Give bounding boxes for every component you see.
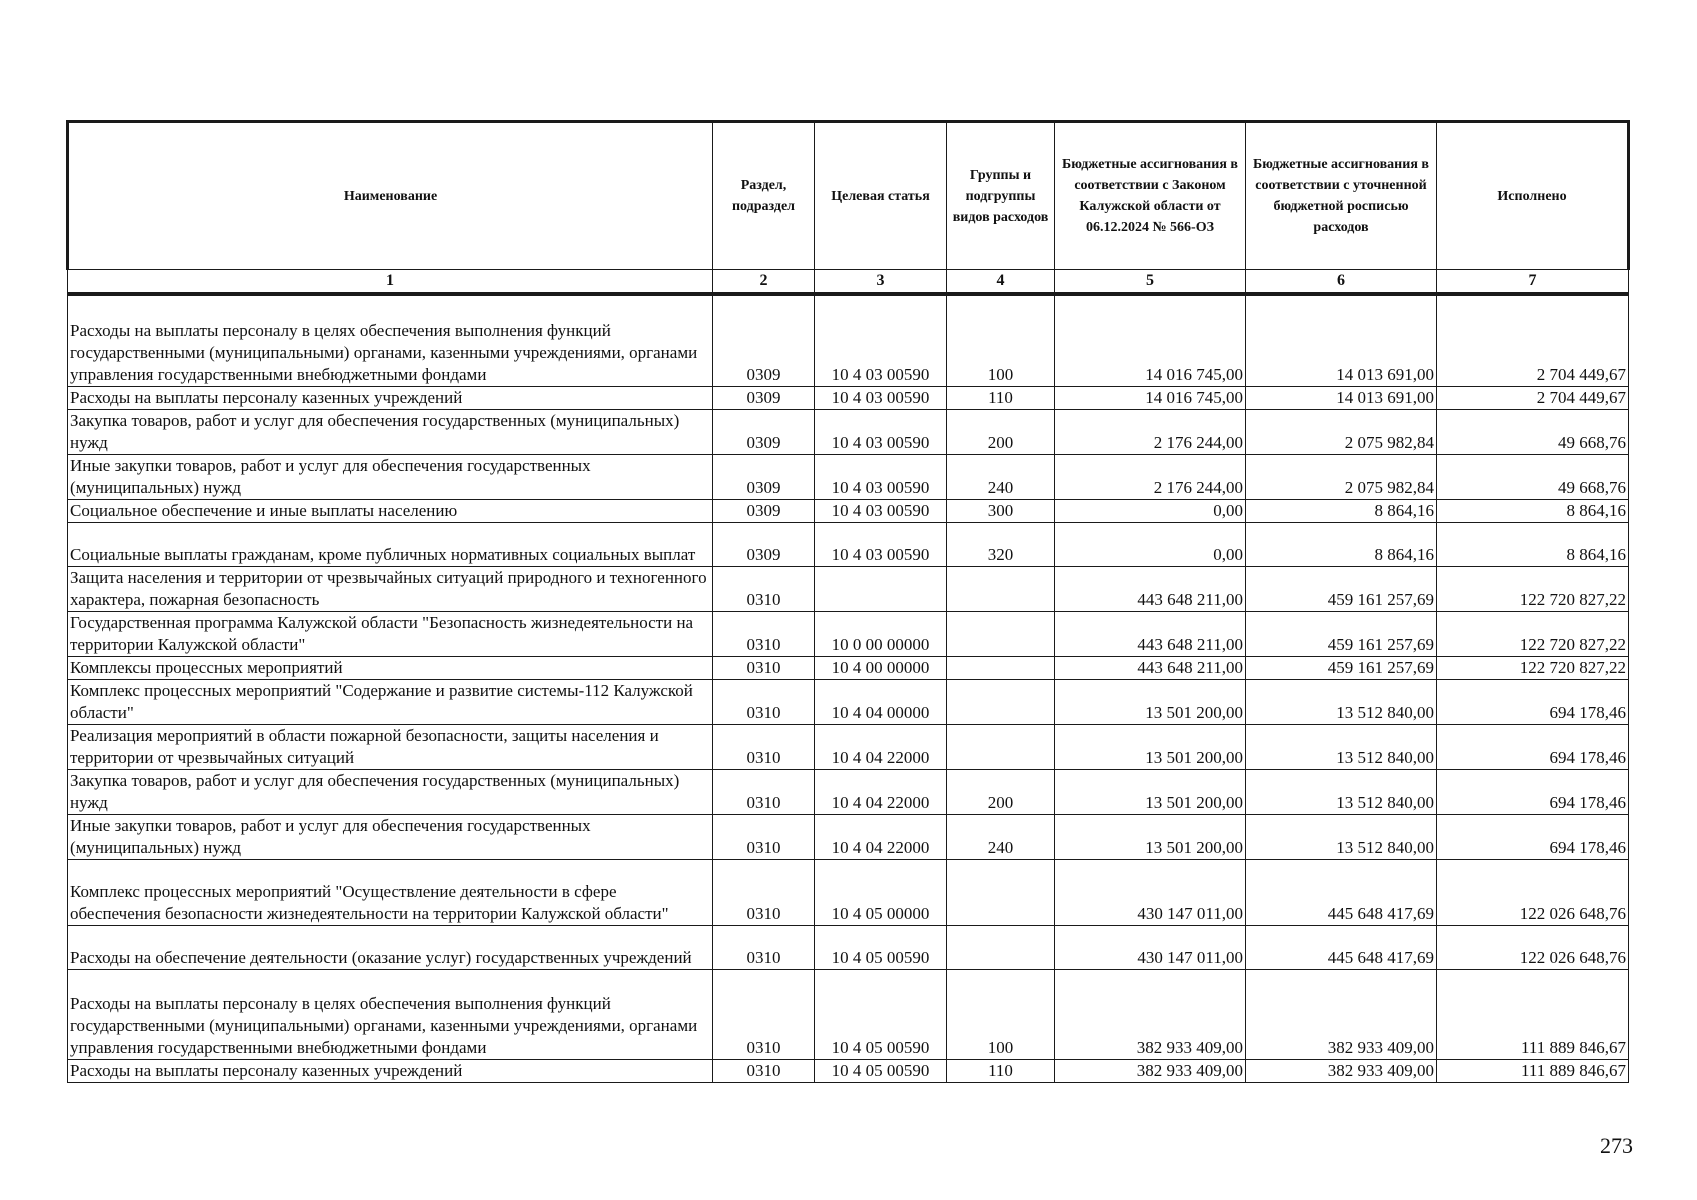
row-name: Расходы на выплаты персоналу в целях обеспечения выполнения функций государственными (муниципальными) органами, казенными учреждениями, органами управления государственными внебюджетными фондами: [68, 294, 713, 386]
row-name: Комплекс процессных мероприятий "Содержание и развитие системы-112 Калужской области": [68, 679, 713, 724]
row-target-article: 10 4 05 00000: [815, 859, 947, 925]
row-law-allocation: 430 147 011,00: [1055, 859, 1246, 925]
page-number: 273: [1600, 1133, 1633, 1158]
header-target-article: Целевая статья: [815, 122, 947, 270]
row-refined-allocation: 13 512 840,00: [1246, 679, 1437, 724]
budget-table: [66, 120, 1630, 1083]
header-refined-allocations: Бюджетные ассигнования в соответствии с уточненной бюджетной росписью расходов: [1246, 122, 1437, 270]
row-expense-group: [947, 925, 1055, 969]
row-name: Комплекс процессных мероприятий "Осуществление деятельности в сфере обеспечения безопасности жизнедеятельности на территории Калужской области": [68, 859, 713, 925]
row-section: 0309: [713, 454, 815, 499]
row-executed: 122 720 827,22: [1437, 656, 1629, 679]
row-expense-group: 100: [947, 969, 1055, 1059]
row-executed: 8 864,16: [1437, 522, 1629, 566]
header-section: Раздел, подраздел: [713, 122, 815, 270]
row-law-allocation: 13 501 200,00: [1055, 814, 1246, 859]
table-row: [68, 859, 1629, 925]
row-section: 0309: [713, 294, 815, 386]
header-row: [68, 122, 1629, 270]
row-section: 0310: [713, 724, 815, 769]
row-refined-allocation: 445 648 417,69: [1246, 859, 1437, 925]
row-section: 0310: [713, 925, 815, 969]
row-law-allocation: 13 501 200,00: [1055, 724, 1246, 769]
row-refined-allocation: 13 512 840,00: [1246, 814, 1437, 859]
row-refined-allocation: 8 864,16: [1246, 522, 1437, 566]
row-section: 0310: [713, 859, 815, 925]
row-executed: 122 026 648,76: [1437, 925, 1629, 969]
row-refined-allocation: 14 013 691,00: [1246, 294, 1437, 386]
row-executed: 694 178,46: [1437, 679, 1629, 724]
row-target-article: 10 4 05 00590: [815, 969, 947, 1059]
row-target-article: 10 4 04 22000: [815, 724, 947, 769]
column-number: 2: [713, 270, 815, 295]
row-expense-group: [947, 679, 1055, 724]
row-expense-group: 300: [947, 499, 1055, 522]
row-expense-group: 320: [947, 522, 1055, 566]
table-row: [68, 679, 1629, 724]
column-number: 7: [1437, 270, 1629, 295]
row-executed: 694 178,46: [1437, 814, 1629, 859]
row-target-article: 10 4 03 00590: [815, 294, 947, 386]
row-target-article: 10 4 00 00000: [815, 656, 947, 679]
row-target-article: 10 4 03 00590: [815, 386, 947, 409]
row-executed: 2 704 449,67: [1437, 294, 1629, 386]
row-expense-group: [947, 859, 1055, 925]
row-expense-group: [947, 611, 1055, 656]
row-name: Государственная программа Калужской области "Безопасность жизнедеятельности на территории Калужской области": [68, 611, 713, 656]
row-section: 0310: [713, 769, 815, 814]
column-number: 3: [815, 270, 947, 295]
row-refined-allocation: 13 512 840,00: [1246, 724, 1437, 769]
row-executed: 2 704 449,67: [1437, 386, 1629, 409]
table-row: [68, 925, 1629, 969]
row-name: Закупка товаров, работ и услуг для обеспечения государственных (муниципальных) нужд: [68, 409, 713, 454]
header-name: Наименование: [68, 122, 713, 270]
row-section: 0309: [713, 409, 815, 454]
row-law-allocation: 443 648 211,00: [1055, 611, 1246, 656]
header-expense-group: Группы и подгруппы видов расходов: [947, 122, 1055, 270]
table-row: [68, 969, 1629, 1059]
row-law-allocation: 13 501 200,00: [1055, 679, 1246, 724]
row-name: Расходы на выплаты персоналу казенных учреждений: [68, 386, 713, 409]
row-expense-group: 100: [947, 294, 1055, 386]
row-target-article: 10 4 03 00590: [815, 409, 947, 454]
row-section: 0310: [713, 656, 815, 679]
row-executed: 694 178,46: [1437, 769, 1629, 814]
table-row: [68, 656, 1629, 679]
row-name: Закупка товаров, работ и услуг для обеспечения государственных (муниципальных) нужд: [68, 769, 713, 814]
row-expense-group: [947, 566, 1055, 611]
row-section: 0310: [713, 566, 815, 611]
row-refined-allocation: 14 013 691,00: [1246, 386, 1437, 409]
row-section: 0310: [713, 611, 815, 656]
row-name: Иные закупки товаров, работ и услуг для обеспечения государственных (муниципальных) нужд: [68, 814, 713, 859]
table-row: [68, 566, 1629, 611]
row-expense-group: 110: [947, 386, 1055, 409]
row-law-allocation: 2 176 244,00: [1055, 454, 1246, 499]
row-section: 0310: [713, 814, 815, 859]
row-law-allocation: 382 933 409,00: [1055, 969, 1246, 1059]
column-number: 5: [1055, 270, 1246, 295]
table-row: [68, 814, 1629, 859]
row-expense-group: 200: [947, 409, 1055, 454]
row-target-article: 10 4 03 00590: [815, 522, 947, 566]
row-target-article: 10 4 05 00590: [815, 1059, 947, 1082]
row-expense-group: 240: [947, 814, 1055, 859]
header-executed: Исполнено: [1437, 122, 1629, 270]
row-expense-group: 110: [947, 1059, 1055, 1082]
row-target-article: 10 4 05 00590: [815, 925, 947, 969]
table-row: [68, 1059, 1629, 1082]
table-row: [68, 454, 1629, 499]
row-expense-group: 240: [947, 454, 1055, 499]
row-refined-allocation: 2 075 982,84: [1246, 409, 1437, 454]
row-section: 0310: [713, 1059, 815, 1082]
row-section: 0309: [713, 386, 815, 409]
row-refined-allocation: 459 161 257,69: [1246, 611, 1437, 656]
row-executed: 122 720 827,22: [1437, 611, 1629, 656]
row-law-allocation: 382 933 409,00: [1055, 1059, 1246, 1082]
row-name: Реализация мероприятий в области пожарной безопасности, защиты населения и территории от чрезвычайных ситуаций: [68, 724, 713, 769]
table-row: [68, 522, 1629, 566]
row-expense-group: [947, 656, 1055, 679]
row-target-article: 10 4 04 22000: [815, 769, 947, 814]
row-target-article: 10 0 00 00000: [815, 611, 947, 656]
row-name: Расходы на обеспечение деятельности (оказание услуг) государственных учреждений: [68, 925, 713, 969]
row-name: Комплексы процессных мероприятий: [68, 656, 713, 679]
row-law-allocation: 443 648 211,00: [1055, 656, 1246, 679]
row-target-article: 10 4 04 22000: [815, 814, 947, 859]
header-law-allocations: Бюджетные ассигнования в соответствии с Законом Калужской области от 06.12.2024 № 566-ОЗ: [1055, 122, 1246, 270]
row-law-allocation: 13 501 200,00: [1055, 769, 1246, 814]
table-row: [68, 294, 1629, 386]
row-refined-allocation: 13 512 840,00: [1246, 769, 1437, 814]
row-executed: 111 889 846,67: [1437, 969, 1629, 1059]
row-target-article: 10 4 03 00590: [815, 454, 947, 499]
column-number: 4: [947, 270, 1055, 295]
row-law-allocation: 0,00: [1055, 522, 1246, 566]
table-row: [68, 724, 1629, 769]
row-name: Иные закупки товаров, работ и услуг для обеспечения государственных (муниципальных) нужд: [68, 454, 713, 499]
row-expense-group: 200: [947, 769, 1055, 814]
column-number: 1: [68, 270, 713, 295]
row-name: Расходы на выплаты персоналу в целях обеспечения выполнения функций государственными (муниципальными) органами, казенными учреждениями, органами управления государственными внебюджетными фондами: [68, 969, 713, 1059]
row-executed: 111 889 846,67: [1437, 1059, 1629, 1082]
row-section: 0310: [713, 969, 815, 1059]
table-row: [68, 409, 1629, 454]
row-refined-allocation: 8 864,16: [1246, 499, 1437, 522]
row-target-article: [815, 566, 947, 611]
row-law-allocation: 0,00: [1055, 499, 1246, 522]
row-refined-allocation: 445 648 417,69: [1246, 925, 1437, 969]
row-law-allocation: 2 176 244,00: [1055, 409, 1246, 454]
column-number-row: [68, 270, 1629, 295]
table-row: [68, 499, 1629, 522]
column-number: 6: [1246, 270, 1437, 295]
table-row: [68, 611, 1629, 656]
row-executed: 122 026 648,76: [1437, 859, 1629, 925]
row-expense-group: [947, 724, 1055, 769]
row-refined-allocation: 382 933 409,00: [1246, 969, 1437, 1059]
row-executed: 8 864,16: [1437, 499, 1629, 522]
row-target-article: 10 4 03 00590: [815, 499, 947, 522]
row-name: Защита населения и территории от чрезвычайных ситуаций природного и техногенного характера, пожарная безопасность: [68, 566, 713, 611]
row-section: 0310: [713, 679, 815, 724]
row-executed: 122 720 827,22: [1437, 566, 1629, 611]
row-executed: 49 668,76: [1437, 454, 1629, 499]
row-refined-allocation: 459 161 257,69: [1246, 566, 1437, 611]
row-law-allocation: 430 147 011,00: [1055, 925, 1246, 969]
row-name: Социальные выплаты гражданам, кроме публичных нормативных социальных выплат: [68, 522, 713, 566]
row-name: Социальное обеспечение и иные выплаты населению: [68, 499, 713, 522]
table-row: [68, 386, 1629, 409]
row-section: 0309: [713, 499, 815, 522]
row-section: 0309: [713, 522, 815, 566]
row-target-article: 10 4 04 00000: [815, 679, 947, 724]
row-law-allocation: 14 016 745,00: [1055, 294, 1246, 386]
row-law-allocation: 14 016 745,00: [1055, 386, 1246, 409]
row-executed: 694 178,46: [1437, 724, 1629, 769]
row-refined-allocation: 382 933 409,00: [1246, 1059, 1437, 1082]
row-executed: 49 668,76: [1437, 409, 1629, 454]
table-row: [68, 769, 1629, 814]
row-name: Расходы на выплаты персоналу казенных учреждений: [68, 1059, 713, 1082]
row-law-allocation: 443 648 211,00: [1055, 566, 1246, 611]
row-refined-allocation: 2 075 982,84: [1246, 454, 1437, 499]
row-refined-allocation: 459 161 257,69: [1246, 656, 1437, 679]
